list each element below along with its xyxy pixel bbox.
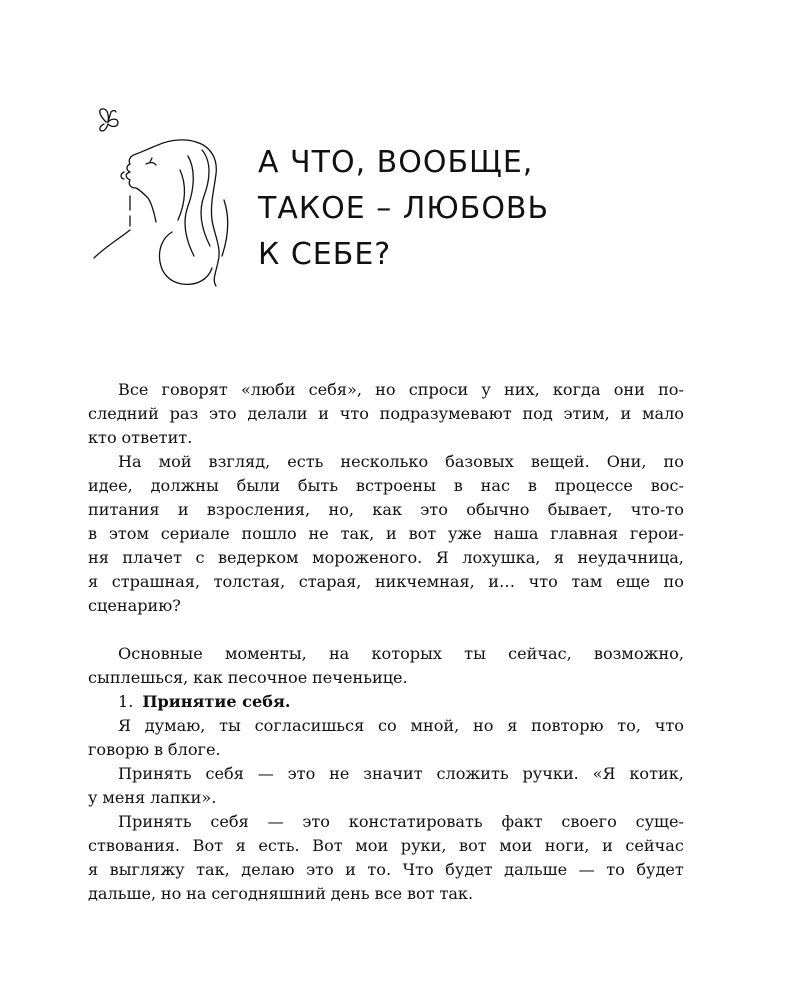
- word: вещей.: [530, 452, 590, 471]
- word: что: [654, 716, 684, 735]
- word: пошло: [241, 524, 297, 543]
- word: лохушка,: [462, 548, 541, 567]
- body-text: [88, 378, 684, 906]
- chapter-title-line: ТАКОЕ – ЛЮБОВЬ: [258, 191, 550, 226]
- word: это: [306, 860, 334, 879]
- text-line: [88, 402, 684, 426]
- word: с: [195, 548, 205, 567]
- word: подразумевают: [379, 404, 512, 423]
- word: наша: [493, 524, 539, 543]
- word: —: [578, 860, 595, 879]
- word: там: [571, 572, 603, 591]
- word: в: [88, 524, 98, 543]
- word: печеньице.: [312, 668, 408, 687]
- word: своего: [561, 812, 617, 831]
- word: все: [374, 884, 403, 903]
- text-line: [88, 666, 684, 690]
- word: дальше,: [88, 884, 157, 903]
- word: Вот: [312, 836, 343, 855]
- text-line: [88, 594, 684, 618]
- word: на: [186, 884, 207, 903]
- word: как: [372, 500, 403, 519]
- word: в: [527, 476, 537, 495]
- word: спроси: [408, 380, 469, 399]
- word: песочное: [227, 668, 308, 687]
- word: толстая,: [213, 572, 286, 591]
- word: лапки».: [150, 788, 217, 807]
- word: делаю: [241, 860, 295, 879]
- word: возможно,: [593, 644, 684, 663]
- word: сейчас,: [508, 644, 572, 663]
- word: то: [606, 860, 625, 879]
- word: идее,: [88, 476, 133, 495]
- word: это: [302, 812, 330, 831]
- list-item-number: 1.: [118, 692, 134, 711]
- word: у: [88, 788, 98, 807]
- word: никчемная,: [374, 572, 475, 591]
- word: страшная,: [111, 572, 201, 591]
- word: под: [522, 404, 553, 423]
- text-line: [88, 834, 684, 858]
- word: себя: [205, 764, 244, 783]
- word: Я: [435, 548, 449, 567]
- word: неудачница,: [577, 548, 684, 567]
- word: суще-: [635, 812, 684, 831]
- word: них,: [504, 380, 540, 399]
- word: несколько: [340, 452, 429, 471]
- word: себя: [210, 812, 249, 831]
- word: но,: [328, 500, 355, 519]
- word: мой: [158, 452, 192, 471]
- word: так.: [439, 884, 474, 903]
- word: факт: [501, 812, 543, 831]
- text-line: [88, 738, 684, 762]
- word: бывает,: [547, 500, 613, 519]
- word: и: [345, 860, 356, 879]
- word: должны: [150, 476, 219, 495]
- word: не: [308, 524, 329, 543]
- text-line: [88, 858, 684, 882]
- word: и…: [488, 572, 516, 591]
- text-line: [88, 378, 684, 402]
- word: есть.: [258, 836, 300, 855]
- text-line: [88, 882, 684, 906]
- word: вос-: [650, 476, 684, 495]
- word: делали: [247, 404, 308, 423]
- word: Принять: [118, 812, 192, 831]
- word: следний: [88, 404, 159, 423]
- word: и: [318, 404, 329, 423]
- text-line: [88, 642, 684, 666]
- word: выгляжу: [109, 860, 185, 879]
- word: —: [257, 764, 274, 783]
- word: ручки.: [522, 764, 579, 783]
- word: есть: [287, 452, 324, 471]
- text-line: [88, 762, 684, 786]
- word: они: [613, 380, 645, 399]
- word: сыплешься,: [88, 668, 189, 687]
- chapter-title-line: А ЧТО, ВООБЩЕ,: [258, 145, 534, 180]
- word: со: [378, 716, 397, 735]
- word: обычно: [466, 500, 530, 519]
- text-line: [88, 786, 684, 810]
- word: —: [267, 812, 284, 831]
- word: были: [236, 476, 281, 495]
- word: плачет: [122, 548, 182, 567]
- word: герои-: [629, 524, 684, 543]
- word: ствования.: [88, 836, 181, 855]
- word: ня: [88, 548, 109, 567]
- word: думаю,: [144, 716, 206, 735]
- word: то,: [617, 716, 641, 735]
- text-line: [88, 570, 684, 594]
- woman-profile-illustration: [84, 100, 244, 290]
- word: констатировать: [348, 812, 483, 831]
- chapter-title: [258, 140, 549, 278]
- word: себя»,: [308, 380, 362, 399]
- word: на: [328, 644, 350, 663]
- word: что: [339, 404, 369, 423]
- word: будет: [445, 860, 493, 879]
- word: что: [528, 572, 558, 591]
- word: я: [235, 836, 246, 855]
- word: вот: [408, 524, 437, 543]
- word: что-то: [630, 500, 684, 519]
- word: котик,: [629, 764, 684, 783]
- word: Я: [118, 716, 131, 735]
- word: и: [386, 524, 397, 543]
- word: в: [453, 476, 463, 495]
- word: день: [330, 884, 370, 903]
- word: еще: [615, 572, 650, 591]
- word: базовых: [445, 452, 514, 471]
- word: Вот: [192, 836, 224, 855]
- word: этим,: [563, 404, 610, 423]
- word: вот: [406, 884, 435, 903]
- word: моменты,: [224, 644, 307, 663]
- word: но: [473, 716, 494, 735]
- word: процессе: [554, 476, 633, 495]
- word: так,: [340, 524, 375, 543]
- word: На: [118, 452, 142, 471]
- word: по: [663, 572, 684, 591]
- word: и: [620, 404, 632, 423]
- word: вот: [459, 836, 487, 855]
- word: кто: [88, 428, 117, 447]
- word: мороженого.: [312, 548, 423, 567]
- word: Они,: [606, 452, 647, 471]
- word: это: [287, 764, 316, 783]
- word: мои: [355, 836, 389, 855]
- word: раз: [169, 404, 199, 423]
- text-line: [88, 714, 684, 738]
- word: ноги,: [544, 836, 590, 855]
- word: я: [88, 860, 99, 879]
- chapter-title-line: К СЕБЕ?: [258, 237, 392, 272]
- word: мало: [641, 404, 684, 423]
- word: говорю: [88, 740, 150, 759]
- word: ты: [219, 716, 241, 735]
- word: значит: [363, 764, 423, 783]
- word: сегодняшний: [211, 884, 326, 903]
- text-line: [88, 498, 684, 522]
- text-line: [88, 546, 684, 570]
- word: сложить: [436, 764, 509, 783]
- word: Принять: [118, 764, 192, 783]
- word: Основные: [118, 644, 203, 663]
- word: по: [663, 452, 684, 471]
- word: и: [602, 836, 613, 855]
- word: в: [154, 740, 164, 759]
- word: у: [481, 380, 491, 399]
- text-line: [88, 522, 684, 546]
- word: встроены: [355, 476, 436, 495]
- word: мои: [499, 836, 533, 855]
- word: Все: [118, 380, 149, 399]
- word: дальше: [504, 860, 568, 879]
- word: ведерком: [217, 548, 299, 567]
- word: сериале: [160, 524, 230, 543]
- word: Что: [402, 860, 434, 879]
- word: согласишься: [254, 716, 365, 735]
- word: нас: [480, 476, 511, 495]
- text-line: [88, 810, 684, 834]
- word: взгляд,: [208, 452, 271, 471]
- word: сценарию?: [88, 596, 181, 615]
- butterfly-icon: [100, 109, 118, 131]
- word: «Я: [592, 764, 616, 783]
- word: как: [193, 668, 223, 687]
- word: но: [160, 884, 182, 903]
- text-line: [88, 474, 684, 498]
- word: которых: [371, 644, 442, 663]
- word: это: [420, 500, 448, 519]
- word: меня: [102, 788, 146, 807]
- word: питания: [88, 500, 160, 519]
- word: я: [507, 716, 518, 735]
- word: главная: [550, 524, 619, 543]
- list-item-heading: Принятие себя.: [142, 692, 291, 711]
- word: не: [329, 764, 350, 783]
- word: этом: [108, 524, 149, 543]
- word: и: [177, 500, 189, 519]
- word: «люби: [240, 380, 296, 399]
- word: я: [88, 572, 99, 591]
- word: руки,: [400, 836, 447, 855]
- word: ты: [464, 644, 486, 663]
- word: блоге.: [167, 740, 221, 759]
- word: сейчас: [625, 836, 684, 855]
- word: так,: [196, 860, 230, 879]
- word: ответит.: [121, 428, 193, 447]
- word: взросления,: [206, 500, 311, 519]
- list-item: [88, 690, 684, 714]
- word: я: [553, 548, 565, 567]
- word: но: [375, 380, 396, 399]
- word: мной,: [410, 716, 460, 735]
- word: старая,: [298, 572, 362, 591]
- word: уже: [448, 524, 482, 543]
- word: повторю: [531, 716, 604, 735]
- text-line: [88, 450, 684, 474]
- word: будет: [636, 860, 684, 879]
- word: когда: [552, 380, 601, 399]
- paragraph-gap: [88, 618, 684, 642]
- word: быть: [297, 476, 339, 495]
- word: это: [208, 404, 237, 423]
- word: то.: [367, 860, 392, 879]
- word: говорят: [161, 380, 228, 399]
- word: по-: [658, 380, 684, 399]
- text-line: [88, 426, 684, 450]
